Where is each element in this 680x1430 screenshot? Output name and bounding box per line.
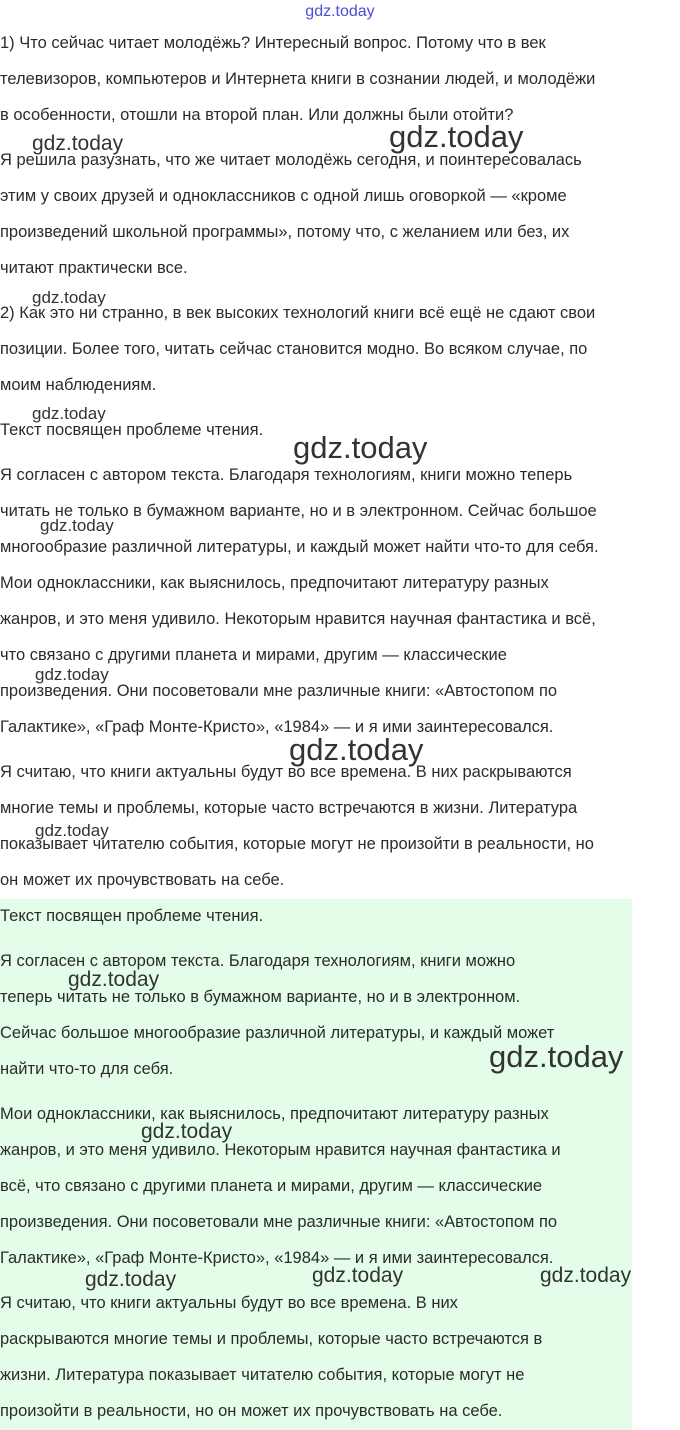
text-line: Мои одноклассники, как выяснилось, предпочитают литературу разных	[0, 1105, 549, 1123]
text-line: раскрываются многие темы и проблемы, которые часто встречаются в	[0, 1330, 543, 1348]
text-line: жанров, и это меня удивило. Некоторым нравится научная фантастика и всё,	[0, 610, 596, 628]
text-line: читают практически все.	[0, 259, 188, 277]
watermark: gdz.today	[32, 132, 124, 155]
text-line: теперь читать не только в бумажном варианте, но и в электронном.	[0, 988, 521, 1006]
watermark: gdz.today	[35, 821, 109, 840]
text-line: жанров, и это меня удивило. Некоторым нравится научная фантастика и	[0, 1141, 561, 1159]
text-line: Я согласен с автором текста. Благодаря технологиям, книги можно теперь	[0, 466, 573, 484]
text-line: произведения. Они посоветовали мне различные книги: «Автостопом по	[0, 682, 558, 700]
watermark: gdz.today	[35, 665, 109, 684]
text-line: произойти в реальности, но он может их прочувствовать на себе.	[0, 1402, 503, 1420]
text-line: 2) Как это ни странно, в век высоких технологий книги всё ещё не сдают свои	[0, 304, 596, 322]
text-line: Мои одноклассники, как выяснилось, предпочитают литературу разных	[0, 574, 549, 592]
watermark: gdz.today	[389, 119, 524, 154]
text-line: он может их прочувствовать на себе.	[0, 871, 285, 889]
text-line: произведения. Они посоветовали мне различные книги: «Автостопом по	[0, 1213, 558, 1231]
text-line: показывает читателю события, которые могут не произойти в реальности, но	[0, 835, 594, 853]
text-line: многие темы и проблемы, которые часто встречаются в жизни. Литература	[0, 799, 578, 817]
text-line: Я согласен с автором текста. Благодаря технологиям, книги можно	[0, 952, 516, 970]
text-line: Текст посвящен проблеме чтения.	[0, 907, 264, 925]
text-line: всё, что связано с другими планета и мирами, другим — классические	[0, 1177, 543, 1195]
watermark: gdz.today	[540, 1264, 632, 1287]
text-line: позиции. Более того, читать сейчас становится модно. Во всяком случае, по	[0, 340, 588, 358]
text-line: Сейчас большое многообразие различной литературы, и каждый может	[0, 1024, 555, 1042]
site-header-link[interactable]: gdz.today	[305, 3, 375, 20]
text-line: Галактике», «Граф Монте-Кристо», «1984» — и я ими заинтересовался.	[0, 718, 554, 736]
watermark: gdz.today	[312, 1264, 404, 1287]
text-line: найти что-то для себя.	[0, 1060, 174, 1078]
text-line: этим у своих друзей и одноклассников с одной лишь оговоркой — «кроме	[0, 187, 567, 205]
text-line: моим наблюдениям.	[0, 376, 157, 394]
text-line: телевизоров, компьютеров и Интернета книги в сознании людей, и молодёжи	[0, 70, 596, 88]
text-line: что связано с другими планета и мирами, другим — классические	[0, 646, 507, 664]
watermark: gdz.today	[40, 516, 114, 535]
text-line: жизни. Литература показывает читателю события, которые могут не	[0, 1366, 525, 1384]
text-line: многообразие различной литературы, и каждый может найти что-то для себя.	[0, 538, 599, 556]
watermark: gdz.today	[141, 1120, 233, 1143]
text-line: 1) Что сейчас читает молодёжь? Интересный вопрос. Потому что в век	[0, 34, 546, 52]
text-line: Текст посвящен проблеме чтения.	[0, 421, 264, 439]
watermark: gdz.today	[293, 430, 428, 465]
watermark: gdz.today	[289, 732, 424, 767]
text-line: произведений школьной программы», потому что, с желанием или без, их	[0, 223, 570, 241]
text-line: Я считаю, что книги актуальны будут во все времена. В них	[0, 1294, 458, 1312]
watermark: gdz.today	[489, 1039, 624, 1074]
text-line: в особенности, отошли на второй план. Или должны были отойти?	[0, 106, 514, 124]
text-line: Галактике», «Граф Монте-Кристо», «1984» — и я ими заинтересовался.	[0, 1249, 554, 1267]
watermark: gdz.today	[32, 288, 106, 307]
watermark: gdz.today	[85, 1268, 177, 1291]
text-line: Я решила разузнать, что же читает молодёжь сегодня, и поинтересовалась	[0, 151, 582, 169]
watermark: gdz.today	[68, 968, 160, 991]
text-line: читать не только в бумажном варианте, но и в электронном. Сейчас большое	[0, 502, 597, 520]
text-line: Я считаю, что книги актуальны будут во все времена. В них раскрываются	[0, 763, 572, 781]
watermark: gdz.today	[32, 404, 106, 423]
